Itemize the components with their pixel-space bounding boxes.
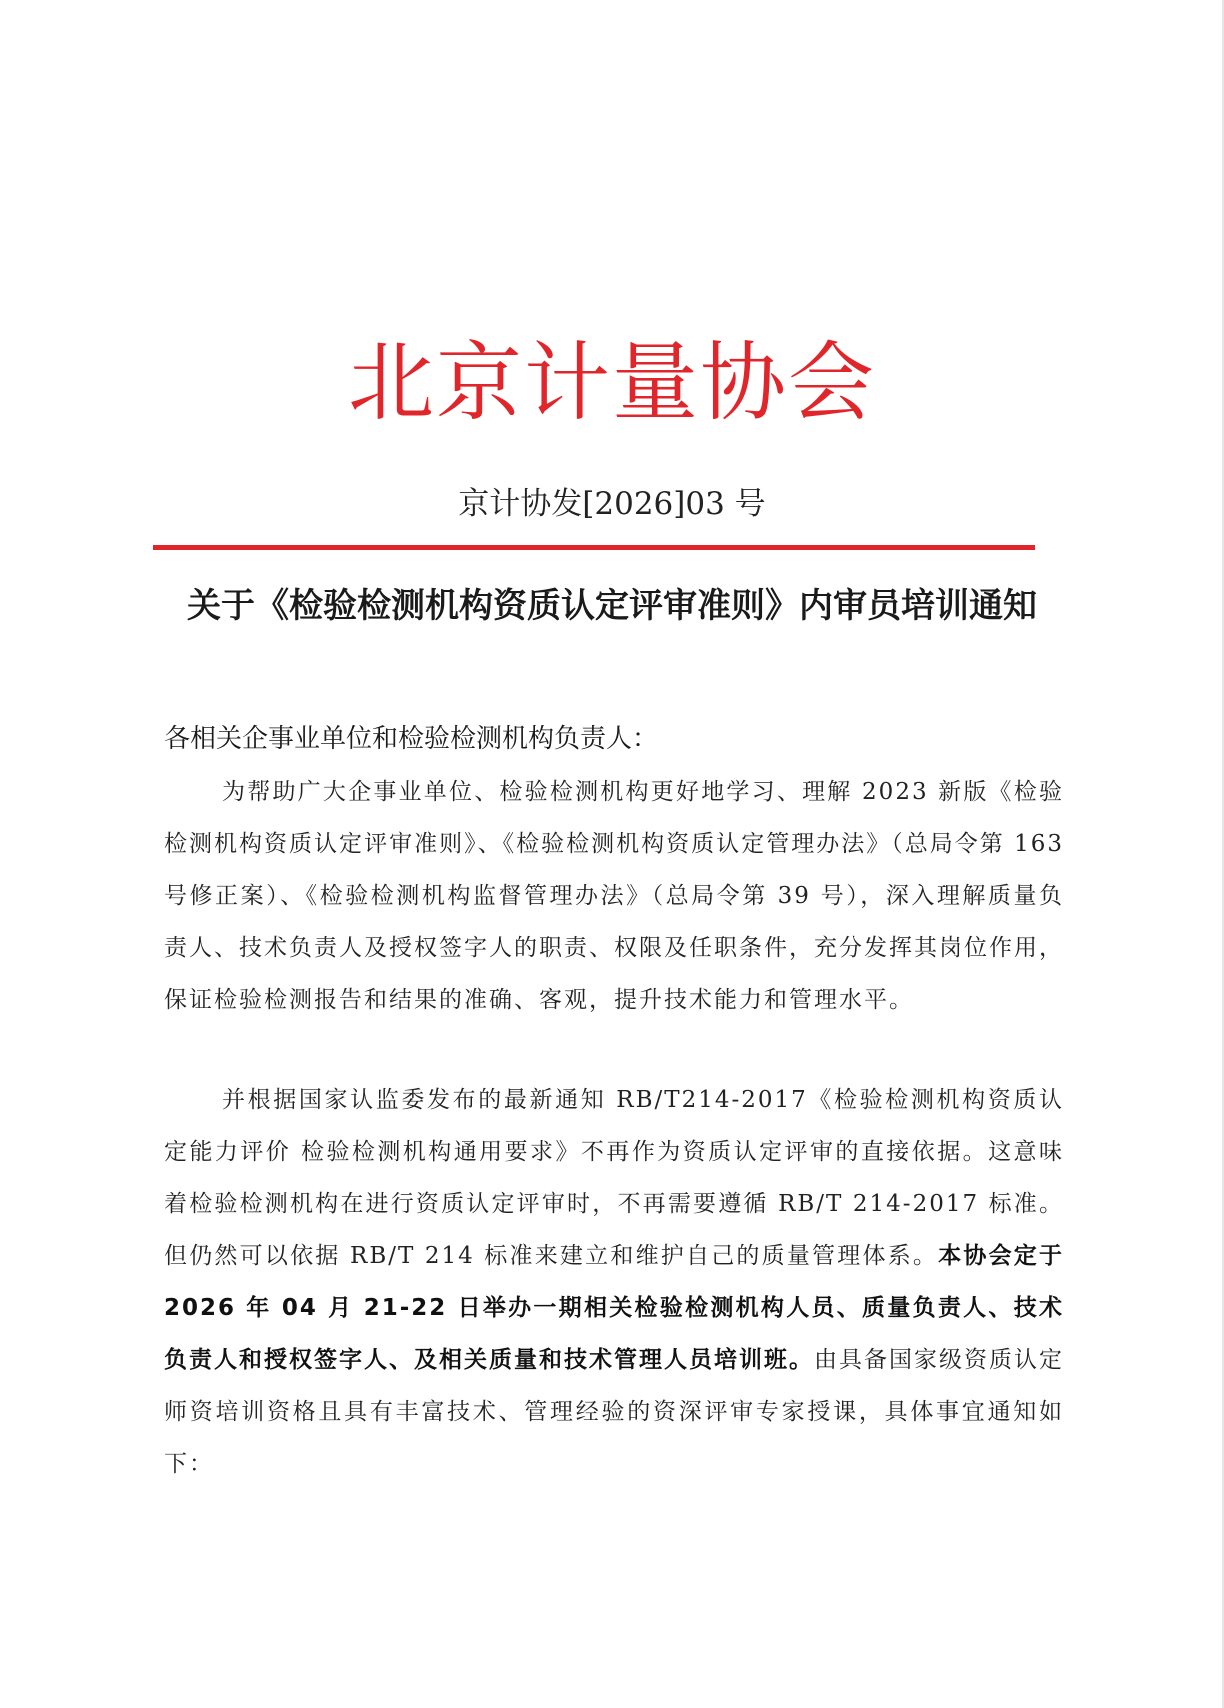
notice-title: 关于《检验检测机构资质认定评审准则》内审员培训通知	[187, 586, 1037, 626]
body-paragraph-1: 为帮助广大企事业单位、检验检测机构更好地学习、理解 2023 新版《检验检测机构资质认定评审准则》、《检验检测机构资质认定管理办法》（总局令第 163 号修正案）、《检验检测机构监督管理办法》（总局令第 39 号），深入理解质量负责人、技术负责人及授权签字人的职责、权限及任职条件，充分发挥其岗位作用，保证检验检测报告和结果的准确、客观，提升技术能力和管理水平。	[164, 779, 1064, 1013]
body-paragraph-2	[164, 1074, 1064, 1490]
red-divider-line	[153, 545, 1035, 550]
paragraph-2-intro: 并根据国家认监委发布的最新通知 RB/T214-2017《检验检测机构资质认定能力评价 检验检测机构通用要求》不再作为资质认定评审的直接依据。这意味着检验检测机构在进行资质认定评审时，不再需要遵循 RB/T 214-2017 标准。但仍然可以依据 RB/T 214 标准来建立和维护自己的质量管理体系。	[164, 1087, 1064, 1269]
organization-name: 北京计量协会	[348, 333, 876, 433]
paragraph-2-closing: 由具备国家级资质认定师资培训资格且具有丰富技术、管理经验的资深评审专家授课，具体事宜通知如下：	[164, 1347, 1064, 1477]
document-number: 京计协发[2026]03 号	[458, 486, 766, 522]
salutation: 各相关企事业单位和检验检测机构负责人：	[164, 724, 659, 754]
training-announcement: 本协会定于 2026 年 04 月 21-22 日举办一期相关检验检测机构人员、质量负责人、技术负责人和授权签字人、及相关质量和技术管理人员培训班。	[164, 1243, 1064, 1373]
